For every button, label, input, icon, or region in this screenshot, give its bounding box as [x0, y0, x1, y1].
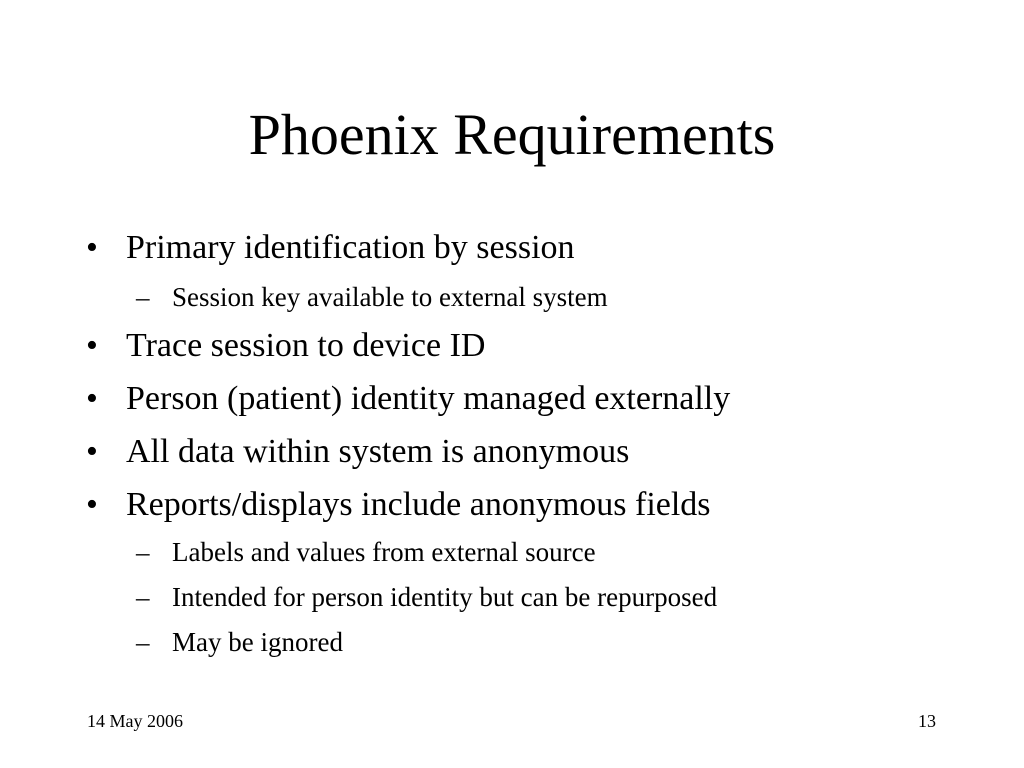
sub-bullet-item	[136, 581, 717, 613]
bullet-marker: •	[86, 229, 98, 266]
sub-bullet-text: Intended for person identity but can be repurposed	[172, 582, 718, 612]
bullet-marker: •	[86, 327, 98, 364]
bullet-text: Reports/displays include anonymous fields	[126, 486, 711, 523]
sub-bullet-text: May be ignored	[172, 627, 343, 657]
bullet-marker: •	[86, 380, 98, 417]
footer-page-number: 13	[918, 711, 936, 731]
slide-title: Phoenix Requirements	[248, 102, 776, 167]
bullet-item	[86, 228, 575, 268]
sub-bullet-marker: –	[136, 282, 150, 312]
sub-bullet-marker: –	[136, 537, 150, 567]
bullet-item	[86, 432, 629, 472]
bullet-text: All data within system is anonymous	[126, 433, 630, 470]
footer-date: 14 May 2006	[87, 711, 183, 731]
bullet-text: Person (patient) identity managed externally	[126, 380, 731, 417]
bullet-text: Primary identification by session	[126, 229, 575, 266]
bullet-marker: •	[86, 486, 98, 523]
sub-bullet-marker: –	[136, 627, 150, 657]
sub-bullet-text: Session key available to external system	[172, 282, 608, 312]
bullet-text: Trace session to device ID	[126, 327, 486, 364]
sub-bullet-item	[136, 536, 596, 568]
sub-bullet-text: Labels and values from external source	[172, 537, 596, 567]
sub-bullet-item	[136, 626, 343, 658]
bullet-marker: •	[86, 433, 98, 470]
bullet-item	[86, 485, 711, 525]
sub-bullet-item	[136, 281, 608, 313]
bullet-item	[86, 326, 485, 366]
bullet-item	[86, 379, 730, 419]
sub-bullet-marker: –	[136, 582, 150, 612]
